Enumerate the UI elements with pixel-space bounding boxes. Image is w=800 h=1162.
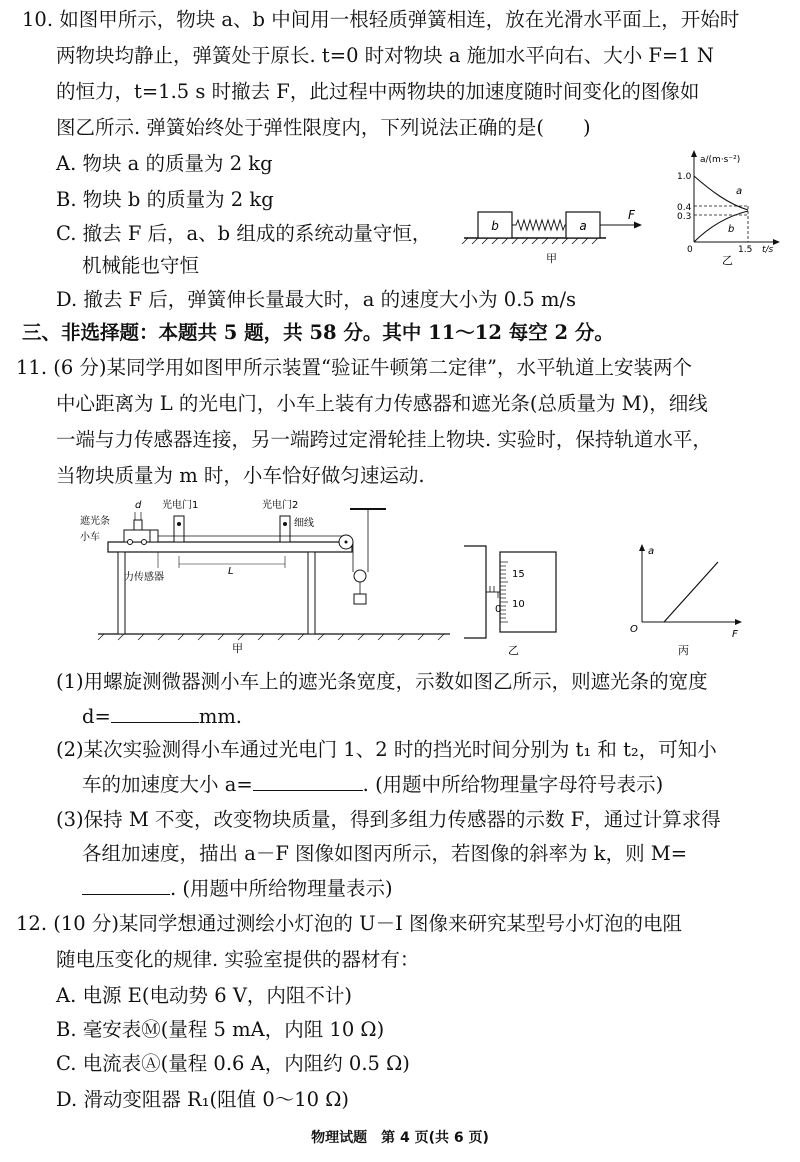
hanging-block [354,594,366,604]
q10-option-d: D. 撤去 F 后，弹簧伸长量最大时，a 的速度大小为 0.5 m/s [56,288,577,311]
q12-line1: 12. (10 分)某同学想通过测绘小灯泡的 U－I 图像来研究某型号小灯泡的电阻 [16,912,682,935]
q11-line3: 一端与力传感器连接，另一端跨过定滑轮挂上物块. 实验时，保持轨道水平， [56,428,712,451]
yi-tick-03: 0.3 [677,212,692,222]
d-label: d [135,500,142,511]
photogate-2 [280,516,290,542]
spring [512,220,566,230]
q10-figure-yi [666,148,790,266]
q11-part3-answer [82,874,393,903]
curve-b-label: b [728,224,735,235]
thimble-15: 15 [512,569,525,580]
curve-b [694,211,748,242]
q11-line1: 11. (6 分)某同学用如图甲所示装置“验证牛顿第二定律”，水平轨道上安装两个 [16,356,692,379]
sensor-label: 力传感器 [124,572,164,583]
q11-part3-line2: 各组加速度，描出 a－F 图像如图丙所示，若图像的斜率为 k，则 M= [82,842,688,865]
yi-ylabel: a/(m·s⁻²) [700,155,741,165]
cart-label: 小车 [80,532,100,543]
caption-bing: 丙 [678,644,689,657]
force-label: F [628,208,635,222]
force-sensor [150,530,158,542]
block-a-label: a [579,219,587,233]
q11-p1-pre: d= [82,705,111,728]
q12-option-c: C. 电流表Ⓐ(量程 0.6 A，内阻约 0.5 Ω) [56,1052,410,1075]
q10-line3: 的恒力，t=1.5 s 时撤去 F，此过程中两物块的加速度随时间变化的图像如 [56,80,700,103]
q11-part1: (1)用螺旋测微器测小车上的遮光条宽度，示数如图乙所示，则遮光条的宽度 [56,670,708,693]
bing-xlabel: F [732,629,738,640]
q10-option-c-cont: 机械能也守恒 [82,254,200,277]
curve-a-label: a [736,186,743,197]
shade-label: 遮光条 [80,516,110,527]
yi-tick-1: 1.0 [677,172,692,182]
sleeve-zero: 0 [495,604,502,615]
q10-line2: 两物块均静止，弹簧处于原长. t=0 时对物块 a 施加水平向右、大小 F=1 N [56,44,714,67]
q10-option-b: B. 物块 b 的质量为 2 kg [56,188,274,211]
bing-origin: O [630,624,638,635]
thimble-10: 10 [512,599,525,610]
q11-line4: 当物块质量为 m 时，小车恰好做匀速运动. [56,464,425,487]
q10-option-a: A. 物块 a 的质量为 2 kg [56,152,273,175]
answer-blank-1[interactable] [111,702,199,723]
block-b-label: b [491,219,499,233]
q11-p1-post: mm. [198,705,243,728]
yi-origin: 0 [687,245,693,255]
caption-yi: 乙 [722,254,733,266]
shade-strip [134,520,142,530]
q12-option-d: D. 滑动变阻器 R₁(阻值 0～10 Ω) [56,1088,350,1111]
q11-part1-answer [82,702,242,731]
caption-yi-2: 乙 [508,644,519,657]
bing-line [664,562,718,622]
answer-blank-3[interactable] [82,874,170,895]
q12-option-a: A. 电源 E(电动势 6 V，内阻不计) [56,984,353,1007]
support-bar [350,508,386,510]
q12-line2: 随电压变化的规律. 实验室提供的器材有： [56,948,420,971]
gate2-label: 光电门2 [262,500,299,511]
yi-xlabel: t/s [762,245,774,255]
q12-option-b: B. 毫安表Ⓜ(量程 5 mA，内阻 10 Ω) [56,1018,385,1041]
q11-figure-jia [80,494,460,654]
yi-tick-04: 0.4 [677,203,692,213]
q11-line2: 中心距离为 L 的光电门，小车上装有力传感器和遮光条(总质量为 M)，细线 [56,392,708,415]
bing-ylabel: a [648,546,655,557]
q11-part2-answer [82,770,663,799]
caption-jia-2: 甲 [232,642,243,654]
q10-line1: 10. 如图甲所示，物块 a、b 中间用一根轻质弹簧相连，放在光滑水平面上，开始时 [22,8,740,31]
gate1-label: 光电门1 [162,500,199,511]
q11-p2-post: . (用题中所给物理量字母符号表示) [362,773,664,796]
page-footer: 物理试题 第 4 页(共 6 页) [311,1130,489,1146]
yi-tick-15: 1.5 [738,245,753,255]
q11-figure-bing [618,540,758,658]
answer-blank-2[interactable] [253,770,363,791]
section-3-heading: 三、非选择题：本题共 5 题，共 58 分。其中 11～12 每空 2 分。 [22,321,614,344]
force-arrow [634,222,642,229]
micrometer-thimble [500,552,556,632]
q11-p2-pre: 车的加速度大小 a= [82,773,253,796]
string-label: 细线 [294,518,314,529]
L-label: L [228,566,234,577]
photogate-1 [174,516,184,542]
q10-option-c: C. 撤去 F 后，a、b 组成的系统动量守恒， [56,222,432,245]
q10-line4: 图乙所示. 弹簧始终处于弹性限度内，下列说法正确的是( ) [56,116,591,139]
q11-part2: (2)某次实验测得小车通过光电门 1、2 时的挡光时间分别为 t₁ 和 t₂，可知小 [56,738,717,761]
q10-figure-jia [456,200,656,270]
caption-jia: 甲 [546,252,557,265]
q11-figure-yi [460,540,570,658]
q11-p3-post: . (用题中所给物理量表示) [170,877,393,900]
q11-part3: (3)保持 M 不变，改变物块质量，得到多组力传感器的示数 F，通过计算求得 [56,808,721,831]
